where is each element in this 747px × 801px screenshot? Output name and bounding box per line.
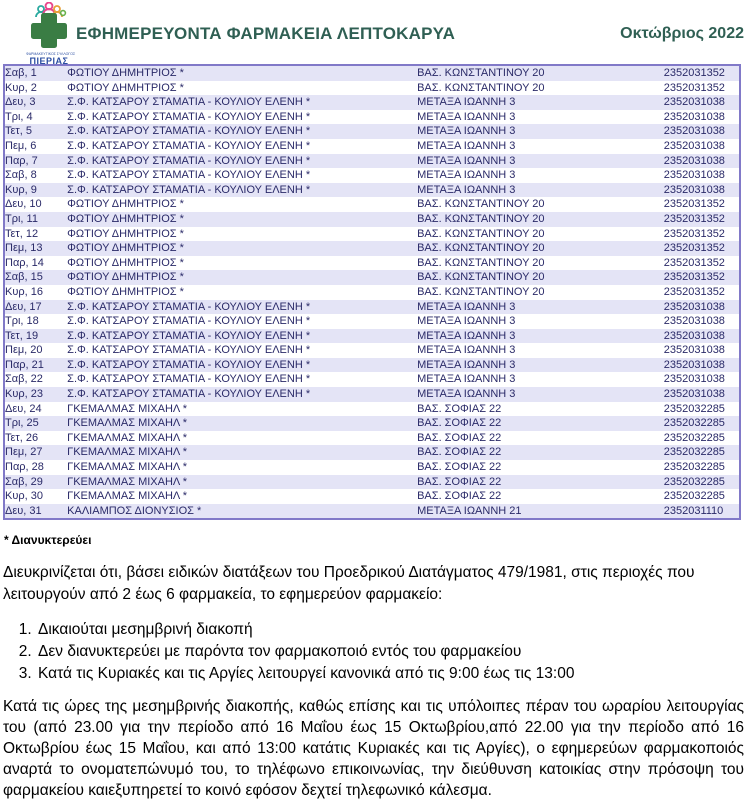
cell-address: ΜΕΤΑΞΑ ΙΩΑΝΝΗ 3 xyxy=(417,300,516,313)
duty-pharmacies-table xyxy=(3,64,741,520)
clarification-paragraph: Διευκρινίζεται ότι, βάσει ειδικών διατάξεων του Προεδρικού Διατάγματος 479/1981, στις περιοχές που λειτουργούν από 2 έως 6 φαρμακεία, το εφημερεύον φαρμακείο: xyxy=(3,564,695,604)
table-row xyxy=(4,416,740,431)
table-row xyxy=(4,431,740,446)
cell-name: ΓΚΕΜΑΛΜΑΣ ΜΙΧΑΗΛ * xyxy=(67,417,188,430)
cell-address: ΒΑΣ. ΣΟΦΙΑΣ 22 xyxy=(417,475,502,488)
cell-phone: 2352032285 xyxy=(663,431,725,444)
table-row xyxy=(4,110,740,125)
cell-name: Σ.Φ. ΚΑΤΣΑΡΟΥ ΣΤΑΜΑΤΙΑ - ΚΟΥΛΙΟΥ ΕΛΕΝΗ * xyxy=(67,110,311,123)
duty-table-body xyxy=(4,65,740,519)
cell-name: Σ.Φ. ΚΑΤΣΑΡΟΥ ΣΤΑΜΑΤΙΑ - ΚΟΥΛΙΟΥ ΕΛΕΝΗ * xyxy=(67,373,311,386)
cell-name: Σ.Φ. ΚΑΤΣΑΡΟΥ ΣΤΑΜΑΤΙΑ - ΚΟΥΛΙΟΥ ΕΛΕΝΗ * xyxy=(67,125,311,138)
cell-phone: 2352031038 xyxy=(663,315,725,328)
pharmacy-association-logo xyxy=(26,2,76,66)
cell-day: Τετ, 19 xyxy=(5,329,39,342)
cell-address: ΒΑΣ. ΚΩΝΣΤΑΝΤΙΝΟΥ 20 xyxy=(417,198,545,211)
cell-address: ΜΕΤΑΞΑ ΙΩΑΝΝΗ 3 xyxy=(417,169,516,182)
cell-day: Σαβ, 22 xyxy=(5,373,43,386)
table-row xyxy=(4,445,740,460)
cell-day: Πεμ, 20 xyxy=(5,344,43,357)
month-year-label: Οκτώβριος 2022 xyxy=(620,25,744,42)
cell-day: Πεμ, 13 xyxy=(5,242,43,255)
cell-address: ΒΑΣ. ΣΟΦΙΑΣ 22 xyxy=(417,417,502,430)
cell-address: ΜΕΤΑΞΑ ΙΩΑΝΝΗ 3 xyxy=(417,329,516,342)
page-header xyxy=(0,0,747,66)
table-row xyxy=(4,475,740,490)
cell-address: ΒΑΣ. ΚΩΝΣΤΑΝΤΙΝΟΥ 20 xyxy=(417,212,545,225)
cell-address: ΒΑΣ. ΣΟΦΙΑΣ 22 xyxy=(417,461,502,474)
cell-name: ΦΩΤΙΟΥ ΔΗΜΗΤΡΙΟΣ * xyxy=(67,242,184,255)
cell-address: ΜΕΤΑΞΑ ΙΩΑΝΝΗ 3 xyxy=(417,344,516,357)
cell-address: ΜΕΤΑΞΑ ΙΩΑΝΝΗ 3 xyxy=(417,139,516,152)
table-row xyxy=(4,65,740,81)
table-row xyxy=(4,124,740,139)
cell-name: ΦΩΤΙΟΥ ΔΗΜΗΤΡΙΟΣ * xyxy=(67,81,184,94)
table-row xyxy=(4,256,740,271)
table-row xyxy=(4,372,740,387)
cell-phone: 2352031352 xyxy=(663,212,725,225)
cell-address: ΜΕΤΑΞΑ ΙΩΑΝΝΗ 3 xyxy=(417,388,516,401)
cell-day: Δευ, 17 xyxy=(5,300,42,313)
table-row xyxy=(4,81,740,96)
cell-day: Τρι, 11 xyxy=(5,212,38,225)
cell-day: Παρ, 14 xyxy=(5,256,44,269)
page-title: ΕΦΗΜΕΡΕΥΟΝΤΑ ΦΑΡΜΑΚΕΙΑ ΛΕΠΤΟΚΑΡΥΑ xyxy=(76,24,456,43)
cell-day: Δευ, 3 xyxy=(5,96,36,109)
cell-day: Σαβ, 15 xyxy=(5,271,43,284)
cell-name: Σ.Φ. ΚΑΤΣΑΡΟΥ ΣΤΑΜΑΤΙΑ - ΚΟΥΛΙΟΥ ΕΛΕΝΗ * xyxy=(67,358,311,371)
table-row xyxy=(4,460,740,475)
cell-phone: 2352031038 xyxy=(663,96,725,109)
closing-paragraph: Κατά τις ώρες της μεσημβρινής διακοπής, καθώς επίσης και τις υπόλοιπες πέραν του ωραρίου λειτουργίας του (από 23.00 για την περίοδο από 16 Μαΐου έως 15 Οκτωβρίου,από 22.00 για την περίοδο από 16 Οκτωβρίου έως 15 Μαΐου, και από 13:00 κατάτις Κυριακές και τις Αργίες), ο εφημερεύων φαρμακοποιός αναρτά το ονοματεπώνυμό του, το τηλέφωνο επικοινωνίας, την διεύθυνση κατοικίας στην πρόσοψη του φαρμακείου καιεξυπηρετεί το κοινό εφόσον δεχτεί τηλεφωνικό κάλεσμα. xyxy=(3,698,744,800)
table-row xyxy=(4,285,740,300)
cell-day: Τρι, 18 xyxy=(5,315,39,328)
cell-day: Πεμ, 27 xyxy=(5,446,43,459)
cell-phone: 2352031352 xyxy=(663,67,725,79)
table-row xyxy=(4,504,740,520)
cell-name: Σ.Φ. ΚΑΤΣΑΡΟΥ ΣΤΑΜΑΤΙΑ - ΚΟΥΛΙΟΥ ΕΛΕΝΗ * xyxy=(67,96,311,109)
cell-address: ΒΑΣ. ΚΩΝΣΤΑΝΤΙΝΟΥ 20 xyxy=(417,256,545,269)
cell-day: Σαβ, 29 xyxy=(5,475,43,488)
cell-day: Παρ, 28 xyxy=(5,461,44,474)
cell-day: Τρι, 25 xyxy=(5,417,39,430)
cell-name: ΓΚΕΜΑΛΜΑΣ ΜΙΧΑΗΛ * xyxy=(67,490,188,503)
cell-name: ΚΑΛΙΑΜΠΟΣ ΔΙΟΝΥΣΙΟΣ * xyxy=(67,504,202,517)
cell-address: ΒΑΣ. ΚΩΝΣΤΑΝΤΙΝΟΥ 20 xyxy=(417,285,545,298)
table-row xyxy=(4,197,740,212)
cell-name: Σ.Φ. ΚΑΤΣΑΡΟΥ ΣΤΑΜΑΤΙΑ - ΚΟΥΛΙΟΥ ΕΛΕΝΗ * xyxy=(67,139,311,152)
cell-address: ΒΑΣ. ΚΩΝΣΤΑΝΤΙΝΟΥ 20 xyxy=(417,242,545,255)
cell-name: ΓΚΕΜΑΛΜΑΣ ΜΙΧΑΗΛ * xyxy=(67,446,188,459)
cell-name: Σ.Φ. ΚΑΤΣΑΡΟΥ ΣΤΑΜΑΤΙΑ - ΚΟΥΛΙΟΥ ΕΛΕΝΗ * xyxy=(67,183,311,196)
cell-phone: 2352031038 xyxy=(663,183,725,196)
cell-name: ΓΚΕΜΑΛΜΑΣ ΜΙΧΑΗΛ * xyxy=(67,461,188,474)
cell-address: ΜΕΤΑΞΑ ΙΩΑΝΝΗ 3 xyxy=(417,96,516,109)
cell-day: Δευ, 31 xyxy=(5,504,42,517)
cell-day: Τετ, 12 xyxy=(5,227,39,240)
cell-address: ΒΑΣ. ΣΟΦΙΑΣ 22 xyxy=(417,446,502,459)
table-row xyxy=(4,95,740,110)
cell-phone: 2352031038 xyxy=(663,300,725,313)
cell-day: Σαβ, 8 xyxy=(5,169,37,182)
cell-name: ΓΚΕΜΑΛΜΑΣ ΜΙΧΑΗΛ * xyxy=(67,402,188,415)
cell-address: ΒΑΣ. ΚΩΝΣΤΑΝΤΙΝΟΥ 20 xyxy=(417,227,545,240)
rules-list xyxy=(0,619,747,685)
cell-phone: 2352031038 xyxy=(663,344,725,357)
cell-name: ΓΚΕΜΑΛΜΑΣ ΜΙΧΑΗΛ * xyxy=(67,475,188,488)
rule-item: 1. Δικαιούται μεσημβρινή διακοπή xyxy=(36,619,747,641)
table-row xyxy=(4,168,740,183)
table-row xyxy=(4,489,740,504)
cell-day: Κυρ, 16 xyxy=(5,285,43,298)
cell-address: ΒΑΣ. ΚΩΝΣΤΑΝΤΙΝΟΥ 20 xyxy=(417,67,545,79)
cell-name: ΦΩΤΙΟΥ ΔΗΜΗΤΡΙΟΣ * xyxy=(67,227,184,240)
table-row xyxy=(4,139,740,154)
table-row xyxy=(4,300,740,315)
cell-phone: 2352032285 xyxy=(663,402,725,415)
cell-name: ΦΩΤΙΟΥ ΔΗΜΗΤΡΙΟΣ * xyxy=(67,198,184,211)
cell-phone: 2352031038 xyxy=(663,373,725,386)
cell-phone: 2352031038 xyxy=(663,358,725,371)
cell-name: Σ.Φ. ΚΑΤΣΑΡΟΥ ΣΤΑΜΑΤΙΑ - ΚΟΥΛΙΟΥ ΕΛΕΝΗ * xyxy=(67,154,311,167)
green-cross-people-icon xyxy=(26,2,72,48)
cell-day: Τετ, 5 xyxy=(5,125,32,138)
table-row xyxy=(4,227,740,242)
rule-item: 2. Δεν διανυκτερεύει με παρόντα τον φαρμακοποιό εντός του φαρμακείου xyxy=(36,641,747,663)
cell-address: ΜΕΤΑΞΑ ΙΩΑΝΝΗ 3 xyxy=(417,110,516,123)
cell-day: Κυρ, 23 xyxy=(5,388,43,401)
cell-address: ΒΑΣ. ΣΟΦΙΑΣ 22 xyxy=(417,490,502,503)
cell-phone: 2352031038 xyxy=(663,169,725,182)
cell-day: Δευ, 10 xyxy=(5,198,42,211)
table-row xyxy=(4,314,740,329)
table-row xyxy=(4,343,740,358)
table-row xyxy=(4,329,740,344)
cell-day: Κυρ, 30 xyxy=(5,490,43,503)
cell-phone: 2352031110 xyxy=(663,504,724,517)
table-row xyxy=(4,241,740,256)
cell-phone: 2352032285 xyxy=(663,446,725,459)
cell-name: ΓΚΕΜΑΛΜΑΣ ΜΙΧΑΗΛ * xyxy=(67,431,188,444)
cell-phone: 2352031038 xyxy=(663,110,725,123)
table-row xyxy=(4,183,740,198)
cell-phone: 2352031038 xyxy=(663,125,725,138)
cell-address: ΜΕΤΑΞΑ ΙΩΑΝΝΗ 3 xyxy=(417,373,516,386)
cell-phone: 2352032285 xyxy=(663,417,725,430)
logo-region-text: ΠΙΕΡΙΑΣ xyxy=(29,55,69,66)
cell-name: Σ.Φ. ΚΑΤΣΑΡΟΥ ΣΤΑΜΑΤΙΑ - ΚΟΥΛΙΟΥ ΕΛΕΝΗ * xyxy=(67,300,311,313)
table-row xyxy=(4,154,740,169)
table-row xyxy=(4,387,740,402)
cell-phone: 2352031352 xyxy=(663,198,725,211)
cell-day: Παρ, 21 xyxy=(5,358,44,371)
cell-day: Παρ, 7 xyxy=(5,154,38,167)
cell-address: ΜΕΤΑΞΑ ΙΩΑΝΝΗ 3 xyxy=(417,358,516,371)
cell-address: ΜΕΤΑΞΑ ΙΩΑΝΝΗ 3 xyxy=(417,154,516,167)
cell-name: Σ.Φ. ΚΑΤΣΑΡΟΥ ΣΤΑΜΑΤΙΑ - ΚΟΥΛΙΟΥ ΕΛΕΝΗ * xyxy=(67,315,311,328)
table-row xyxy=(4,270,740,285)
cell-phone: 2352031038 xyxy=(663,154,725,167)
cell-name: ΦΩΤΙΟΥ ΔΗΜΗΤΡΙΟΣ * xyxy=(67,285,184,298)
cell-day: Δευ, 24 xyxy=(5,402,42,415)
table-row xyxy=(4,402,740,417)
cell-name: Σ.Φ. ΚΑΤΣΑΡΟΥ ΣΤΑΜΑΤΙΑ - ΚΟΥΛΙΟΥ ΕΛΕΝΗ * xyxy=(67,344,311,357)
cell-day: Τρι, 4 xyxy=(5,110,33,123)
cell-phone: 2352032285 xyxy=(663,461,725,474)
cell-name: Σ.Φ. ΚΑΤΣΑΡΟΥ ΣΤΑΜΑΤΙΑ - ΚΟΥΛΙΟΥ ΕΛΕΝΗ * xyxy=(67,388,311,401)
cell-phone: 2352031352 xyxy=(663,285,725,298)
cell-address: ΜΕΤΑΞΑ ΙΩΑΝΝΗ 21 xyxy=(417,504,522,517)
cell-phone: 2352031352 xyxy=(663,242,725,255)
cell-phone: 2352031038 xyxy=(663,139,725,152)
cell-phone: 2352031352 xyxy=(663,271,725,284)
cell-name: ΦΩΤΙΟΥ ΔΗΜΗΤΡΙΟΣ * xyxy=(67,256,184,269)
cell-address: ΜΕΤΑΞΑ ΙΩΑΝΝΗ 3 xyxy=(417,183,516,196)
cell-day: Σαβ, 1 xyxy=(5,67,37,79)
logo-association-text: ΦΑΡΜΑΚΕΥΤΙΚΟΣ ΣΥΛΛΟΓΟΣ xyxy=(26,52,76,56)
cell-phone: 2352031038 xyxy=(663,329,725,342)
cell-phone: 2352031352 xyxy=(663,256,725,269)
rule-item: 3. Κατά τις Κυριακές και τις Αργίες λειτουργεί κανονικά από τις 9:00 έως τις 13:00 xyxy=(36,663,747,685)
table-row xyxy=(4,358,740,373)
cell-address: ΜΕΤΑΞΑ ΙΩΑΝΝΗ 3 xyxy=(417,125,516,138)
cell-name: Σ.Φ. ΚΑΤΣΑΡΟΥ ΣΤΑΜΑΤΙΑ - ΚΟΥΛΙΟΥ ΕΛΕΝΗ * xyxy=(67,169,311,182)
cell-day: Κυρ, 9 xyxy=(5,183,37,196)
cell-name: ΦΩΤΙΟΥ ΔΗΜΗΤΡΙΟΣ * xyxy=(67,212,184,225)
cell-name: ΦΩΤΙΟΥ ΔΗΜΗΤΡΙΟΣ * xyxy=(67,271,184,284)
cell-name: Σ.Φ. ΚΑΤΣΑΡΟΥ ΣΤΑΜΑΤΙΑ - ΚΟΥΛΙΟΥ ΕΛΕΝΗ * xyxy=(67,329,311,342)
overnight-footnote: * Διανυκτερεύει xyxy=(4,533,92,548)
cell-day: Πεμ, 6 xyxy=(5,139,37,152)
cell-phone: 2352031352 xyxy=(663,227,725,240)
cell-address: ΒΑΣ. ΣΟΦΙΑΣ 22 xyxy=(417,402,502,415)
table-row xyxy=(4,212,740,227)
cell-address: ΒΑΣ. ΚΩΝΣΤΑΝΤΙΝΟΥ 20 xyxy=(417,271,545,284)
cell-phone: 2352032285 xyxy=(663,490,725,503)
cell-phone: 2352032285 xyxy=(663,475,725,488)
cell-address: ΒΑΣ. ΣΟΦΙΑΣ 22 xyxy=(417,431,502,444)
cell-phone: 2352031038 xyxy=(663,388,725,401)
cell-address: ΜΕΤΑΞΑ ΙΩΑΝΝΗ 3 xyxy=(417,315,516,328)
cell-day: Κυρ, 2 xyxy=(5,81,37,94)
cell-day: Τετ, 26 xyxy=(5,431,39,444)
cell-name: ΦΩΤΙΟΥ ΔΗΜΗΤΡΙΟΣ * xyxy=(67,67,184,79)
cell-phone: 2352031352 xyxy=(663,81,725,94)
cell-address: ΒΑΣ. ΚΩΝΣΤΑΝΤΙΝΟΥ 20 xyxy=(417,81,545,94)
